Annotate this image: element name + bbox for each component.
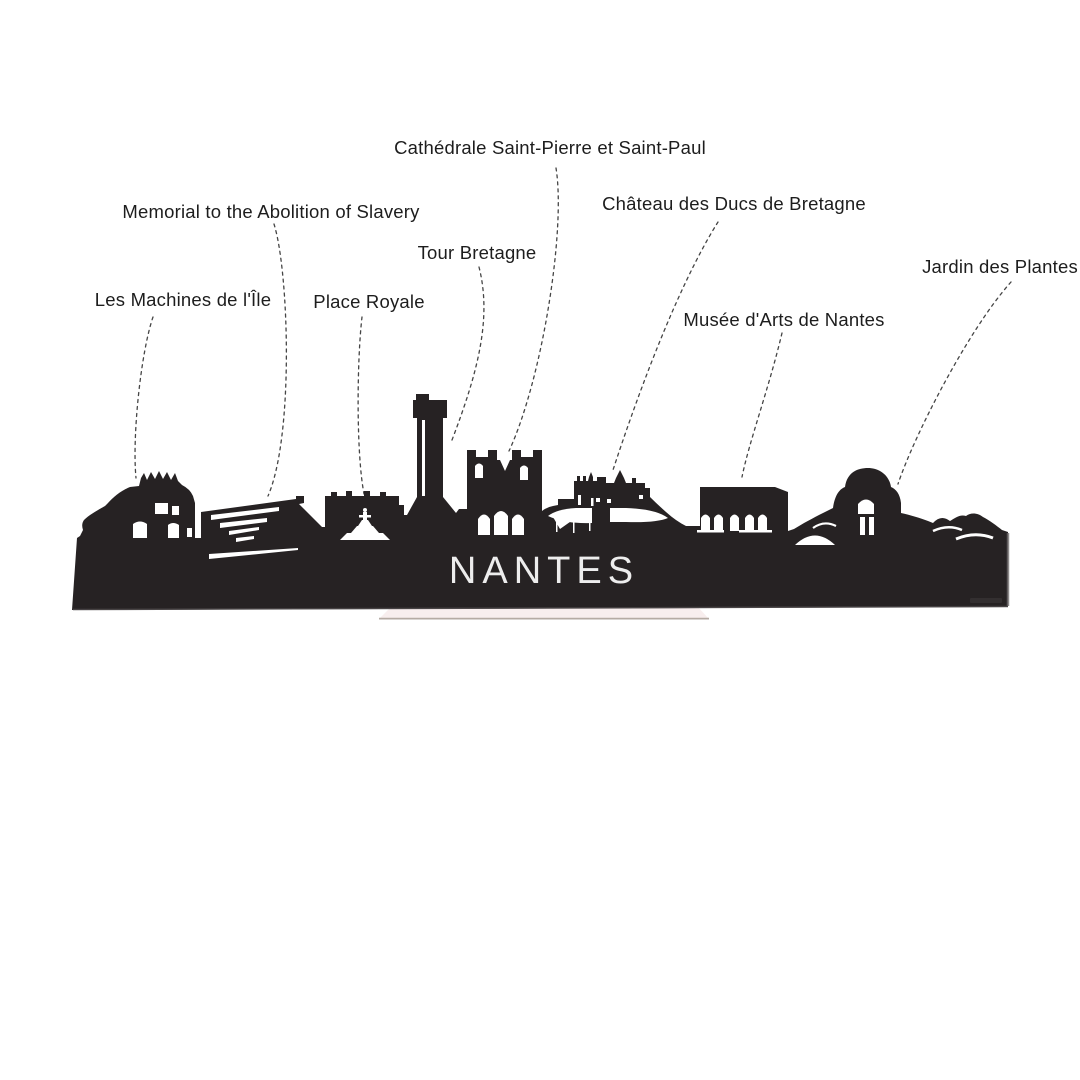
- label-tour-bretagne: Tour Bretagne: [417, 242, 537, 263]
- label-cathedrale: Cathédrale Saint-Pierre et Saint-Paul: [394, 137, 706, 158]
- label-les-machines: Les Machines de l'Île: [94, 289, 272, 310]
- label-memorial: Memorial to the Abolition of Slavery: [122, 201, 420, 222]
- musee-arched-windows: [697, 515, 772, 533]
- label-place-royale: Place Royale: [313, 291, 425, 312]
- skyline-title-text: NANTES: [448, 550, 640, 592]
- label-jardin: Jardin des Plantes: [922, 256, 1078, 277]
- tour-bretagne-window-line: [422, 420, 425, 496]
- watermark: [970, 598, 1002, 603]
- label-musee: Musée d'Arts de Nantes: [683, 309, 885, 330]
- label-chateau: Château des Ducs de Bretagne: [602, 193, 866, 214]
